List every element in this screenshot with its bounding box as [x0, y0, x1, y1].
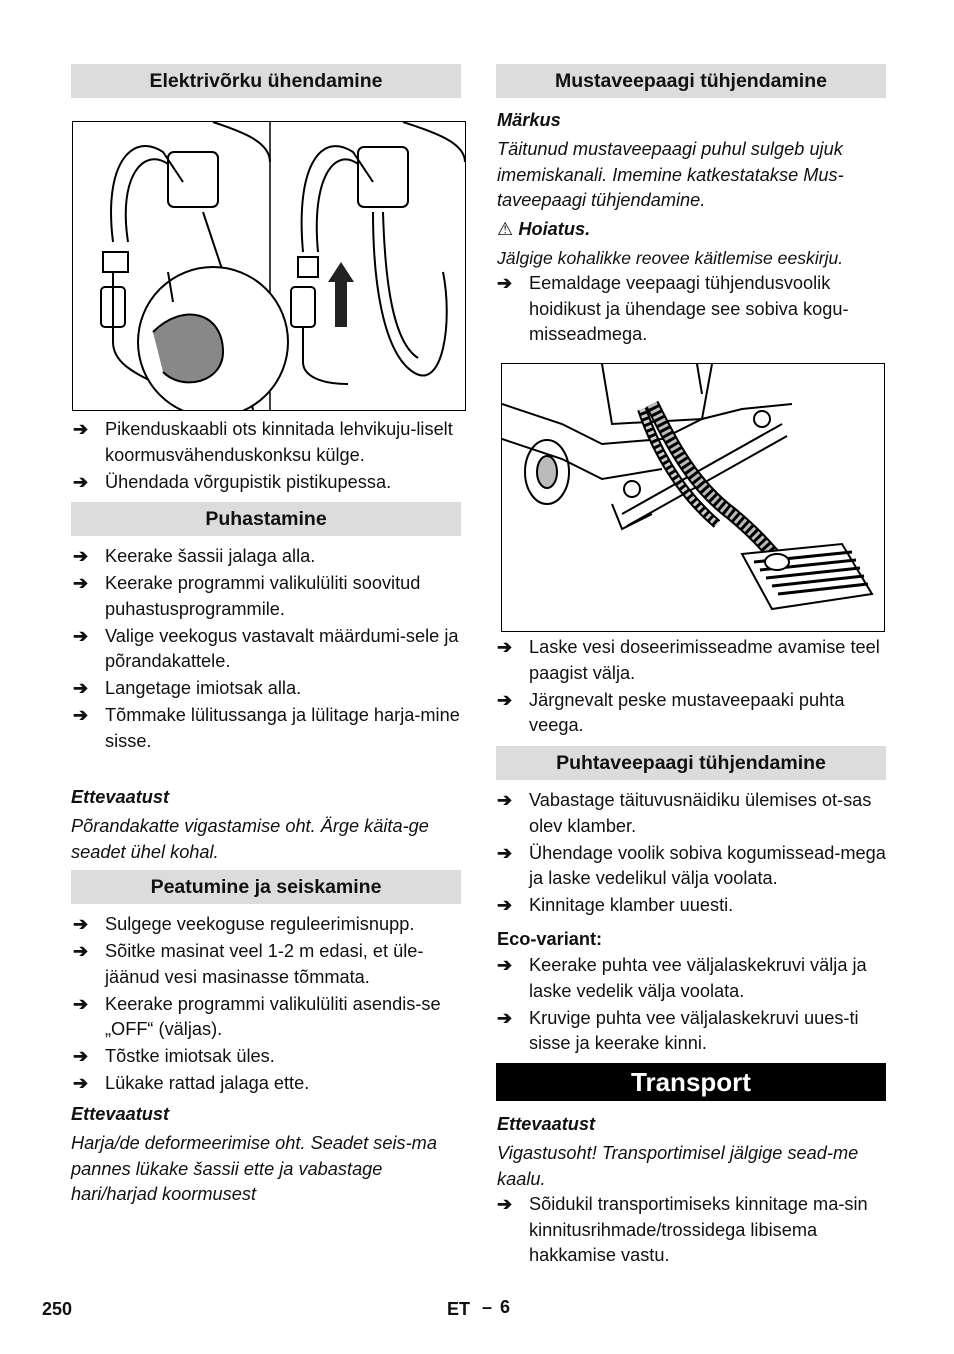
caution-title: Ettevaatust: [71, 787, 170, 807]
list-dirty-tank-1: [497, 271, 887, 349]
list-item: ➔ Ühendada võrgupistik pistikupessa.: [73, 470, 463, 496]
list-item: ➔ Laske vesi doseerimisseadme avamise teel paagist välja.: [497, 637, 880, 683]
arrow-icon: ➔: [73, 678, 89, 698]
section-heading-cleaning: Puhastamine: [71, 502, 461, 536]
arrow-icon: ➔: [497, 637, 513, 657]
arrow-icon: ➔: [497, 1007, 513, 1028]
list-cleaning: [73, 544, 463, 756]
list-dirty-tank-2: [497, 635, 887, 740]
arrow-icon: ➔: [497, 273, 513, 293]
caution-title: Ettevaatust: [497, 1114, 596, 1134]
warning-title: ⚠ Hoiatus.: [497, 219, 591, 239]
drain-hose-illustration: [502, 364, 884, 631]
arrow-icon: ➔: [73, 419, 89, 439]
caution-text: Vigastusoht! Transportimisel jälgige sead-me kaalu.: [497, 1143, 859, 1189]
caution-text: Põrandakatte vigastamise oht. Ärge käita-ge seadet ühel kohal.: [71, 816, 429, 862]
list-eco-variant: [497, 953, 887, 1058]
list-item: ➔ Sulgege veekoguse reguleerimisnupp.: [73, 912, 463, 938]
list-clean-tank: [497, 788, 887, 920]
section-heading-stopping: Peatumine ja seiskamine: [71, 870, 461, 904]
section-heading-transport: Transport: [496, 1063, 886, 1101]
list-item: ➔ Keerake puhta vee väljalaskekruvi välja ja laske vedelik välja voolata.: [497, 955, 867, 1001]
list-item: ➔ Tõmmake lülitussanga ja lülitage harja-mine sisse.: [73, 705, 460, 751]
arrow-icon: ➔: [73, 573, 89, 593]
arrow-icon: ➔: [497, 842, 513, 863]
list-item: ➔ Langetage imiotsak alla.: [73, 676, 463, 702]
arrow-icon: ➔: [73, 625, 89, 646]
list-item: ➔ Tõstke imiotsak üles.: [73, 1044, 463, 1070]
list-item: ➔ Kinnitage klamber uuesti.: [497, 893, 887, 919]
caution-title: Ettevaatust: [71, 1104, 170, 1124]
arrow-icon: ➔: [73, 546, 89, 566]
arrow-icon: ➔: [497, 895, 513, 915]
list-item: ➔ Sõitke masinat veel 1-2 m edasi, et üle-jäänud vesi masinasse tõmmata.: [73, 941, 424, 987]
arrow-icon: ➔: [497, 790, 513, 810]
arrow-icon: ➔: [73, 941, 89, 961]
power-cable-illustration: [73, 122, 465, 410]
note-title: Märkus: [497, 110, 561, 130]
arrow-icon: ➔: [73, 705, 89, 725]
note-text: Täitunud mustaveepaagi puhul sulgeb ujuk imemiskanali. Imemine katkestatakse Mus-taveepaagi tühjendamine.: [497, 139, 844, 210]
page-number: 250: [42, 1299, 73, 1319]
list-item: ➔ Keerake programmi valikulüliti asendis-se „OFF“ (väljas).: [73, 993, 441, 1039]
arrow-icon: ➔: [497, 1194, 513, 1214]
footer-separator: –: [482, 1297, 493, 1317]
caution-text: Harja/de deformeerimise oht. Seadet seis-ma pannes lükake šassii ette ja vabastage hari/harjad koormusest: [71, 1133, 437, 1204]
list-item: ➔ Ühendage voolik sobiva kogumissead-mega ja laske vedelikul välja voolata.: [497, 842, 886, 888]
language-code: ET: [447, 1299, 471, 1319]
figure-tank-drain: [501, 363, 885, 632]
section-heading-clean-tank: Puhtaveepaagi tühjendamine: [496, 746, 886, 780]
list-item: ➔ Eemaldage veepaagi tühjendusvoolik hoidikust ja ühendage see sobiva kogu-misseadmega.: [497, 273, 849, 344]
list-item: ➔ Sõidukil transportimiseks kinnitage ma-sin kinnitusrihmade/trossidega libisema hakkamise vastu.: [497, 1194, 868, 1265]
arrow-icon: ➔: [497, 955, 513, 975]
section-page-number: 6: [500, 1297, 511, 1317]
list-item: ➔ Pikenduskaabli ots kinnitada lehvikuju-liselt koormusvähenduskonksu külge.: [73, 419, 453, 465]
figure-power-connection: [72, 121, 466, 411]
arrow-icon: ➔: [497, 689, 513, 710]
list-transport: [497, 1192, 887, 1270]
section-heading-power: Elektrivõrku ühendamine: [71, 64, 461, 98]
arrow-icon: ➔: [73, 1046, 89, 1066]
arrow-icon: ➔: [73, 914, 89, 934]
list-power: [73, 417, 463, 497]
list-item: ➔ Valige veekogus vastavalt määrdumi-sele ja põrandakattele.: [73, 625, 459, 671]
list-item: ➔ Lükake rattad jalaga ette.: [73, 1071, 463, 1097]
list-item: ➔ Järgnevalt peske mustaveepaaki puhta veega.: [497, 689, 845, 735]
list-stopping: [73, 912, 463, 1098]
section-heading-dirty-tank: Mustaveepaagi tühjendamine: [496, 64, 886, 98]
arrow-icon: ➔: [73, 993, 89, 1014]
list-item: ➔ Keerake programmi valikulüliti soovitud puhastusprogrammile.: [73, 573, 421, 619]
arrow-icon: ➔: [73, 1073, 89, 1093]
list-item: ➔ Keerake šassii jalaga alla.: [73, 544, 463, 570]
warning-icon: ⚠: [497, 219, 514, 239]
warning-text: Jälgige kohalikke reovee käitlemise eeskirju.: [497, 248, 844, 268]
arrow-icon: ➔: [73, 471, 89, 492]
list-item: ➔ Vabastage täituvusnäidiku ülemises ot-sas olev klamber.: [497, 790, 872, 836]
list-item: ➔ Kruvige puhta vee väljalaskekruvi uues-ti sisse ja keerake kinni.: [497, 1007, 859, 1053]
eco-variant-title: Eco-variant:: [497, 929, 603, 949]
